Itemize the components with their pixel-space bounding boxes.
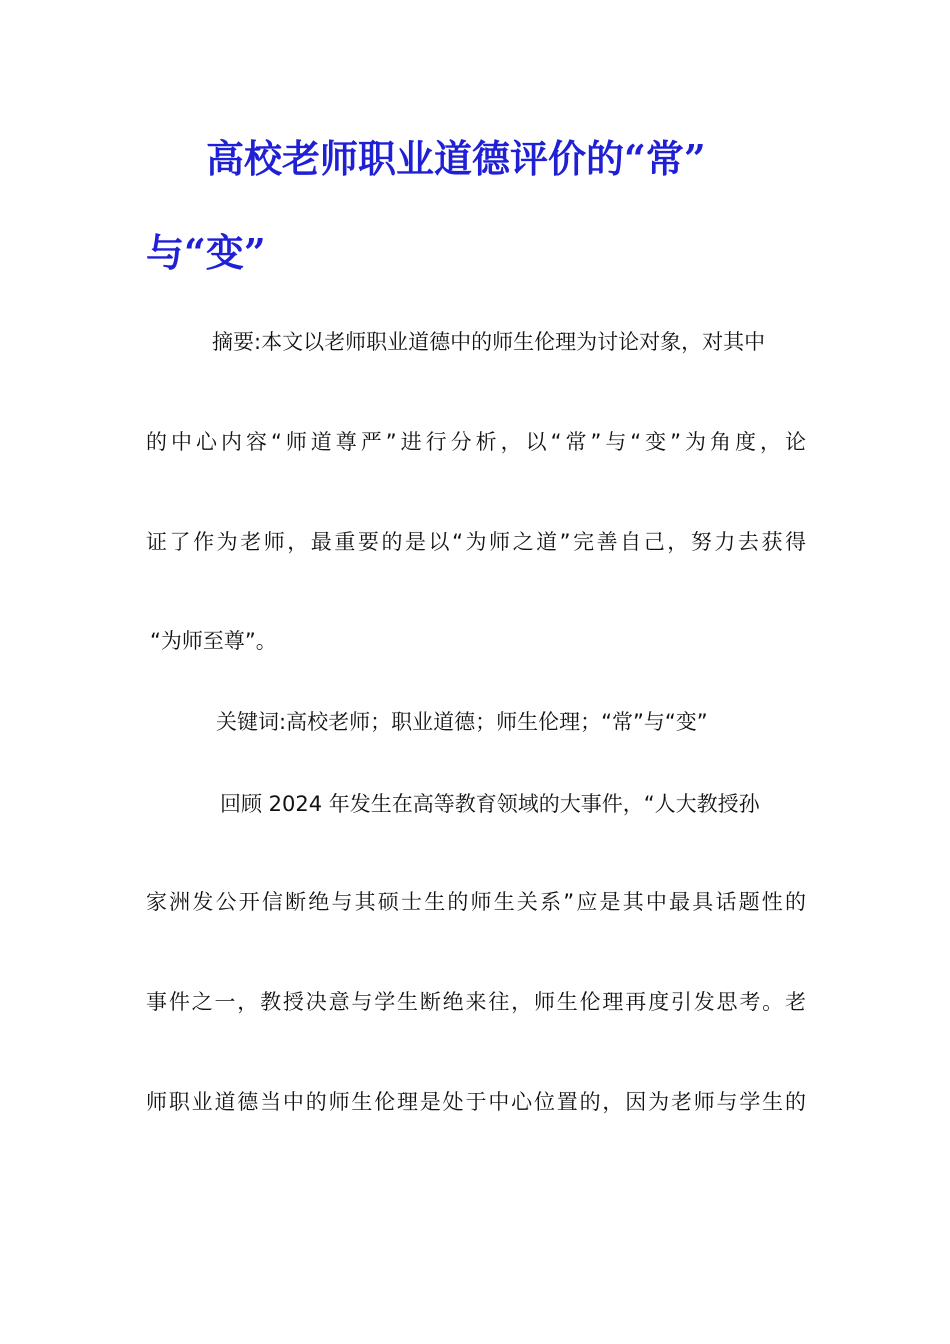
document-title-line-1: 高校老师职业道德评价的“常”	[206, 136, 706, 181]
body-paragraph-line-3: 事件之一，教授决意与学生断绝来往，师生伦理再度引发思考。老	[146, 990, 806, 1014]
abstract-line-1: 摘要:本文以老师职业道德中的师生伦理为讨论对象，对其中	[212, 330, 766, 354]
abstract-line-4: “为师至尊”。	[150, 629, 277, 653]
abstract-line-2: 的中心内容“师道尊严”进行分析，以“常”与“变”为角度，论	[146, 430, 806, 454]
body-paragraph-line-1: 回顾 2024 年发生在高等教育领域的大事件，“人大教授孙	[220, 792, 760, 816]
abstract-line-3: 证了作为老师，最重要的是以“为师之道”完善自己，努力去获得	[146, 530, 806, 554]
body-paragraph-line-4: 师职业道德当中的师生伦理是处于中心位置的，因为老师与学生的	[146, 1090, 806, 1114]
document-title-line-2: 与“变”	[146, 230, 266, 275]
body-paragraph-line-2: 家洲发公开信断绝与其硕士生的师生关系”应是其中最具话题性的	[146, 890, 806, 914]
keywords-line: 关键词:高校老师；职业道德；师生伦理；“常”与“变”	[216, 710, 708, 734]
